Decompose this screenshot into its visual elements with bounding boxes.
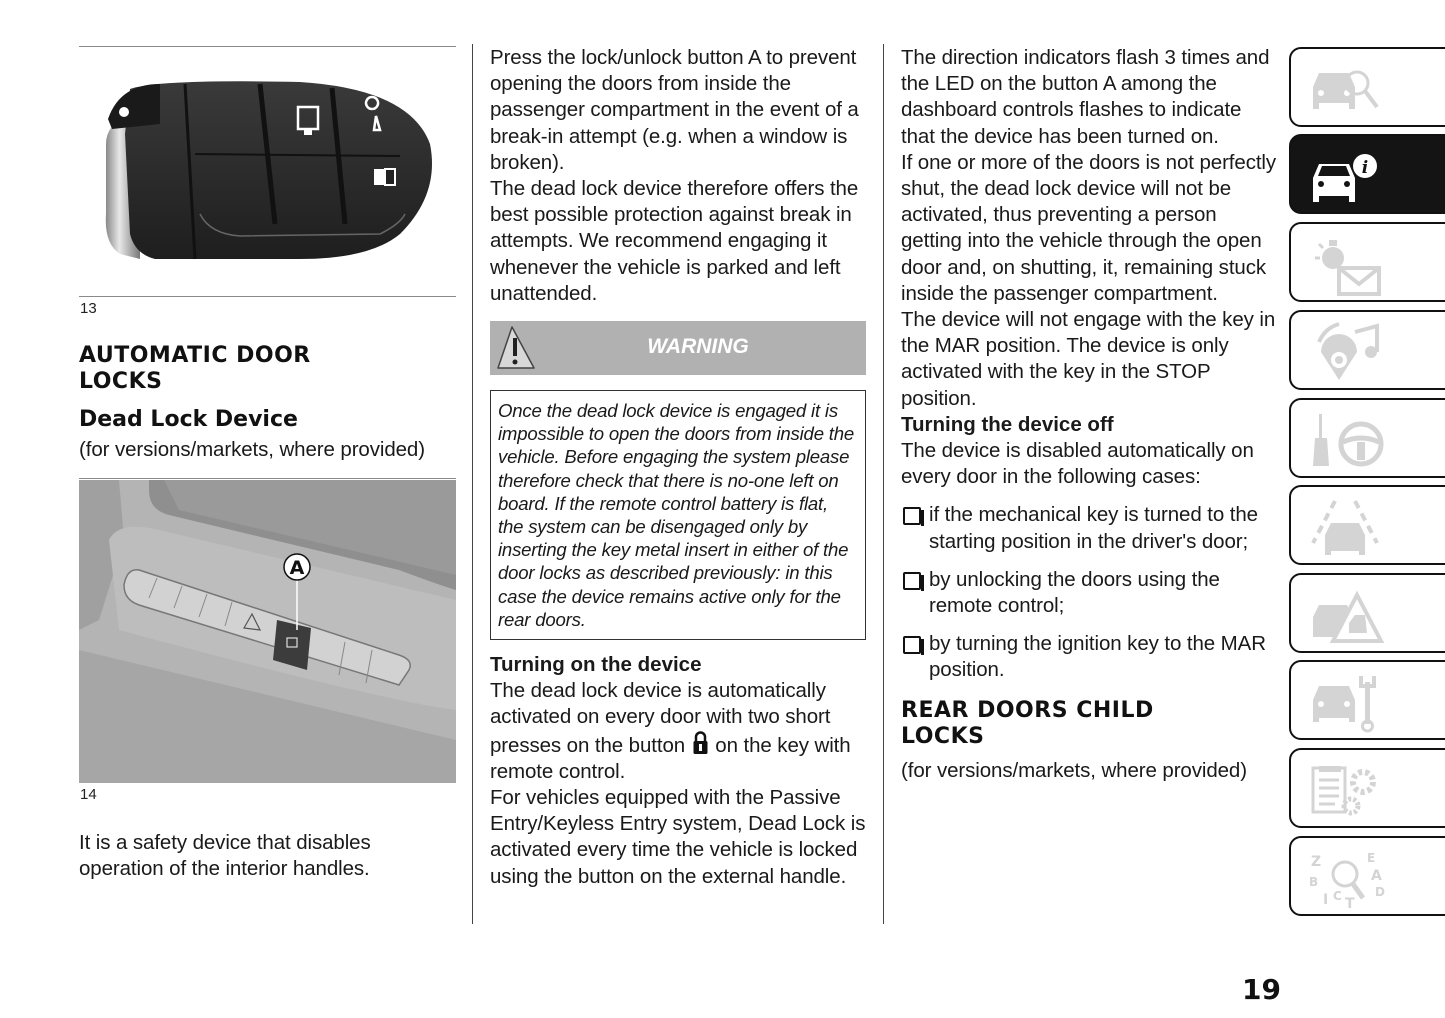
sidebar-tab-index[interactable] bbox=[1289, 836, 1445, 916]
paragraph: The device will not engage with the key in the MAR position. The device is only activated with the key in the STOP position. bbox=[901, 308, 1276, 410]
car-maintenance-icon bbox=[1305, 670, 1385, 734]
sidebar-tab-safety[interactable] bbox=[1289, 485, 1445, 565]
sidebar-tab-warning-lights[interactable] bbox=[1289, 222, 1445, 302]
svg-text:A: A bbox=[289, 557, 305, 579]
svg-text:E: E bbox=[1367, 851, 1376, 865]
section-title: AUTOMATIC DOOR LOCKS bbox=[79, 343, 311, 394]
svg-text:Z: Z bbox=[1311, 854, 1322, 870]
sidebar-tab-emergency[interactable] bbox=[1289, 573, 1445, 653]
figure-top-rule bbox=[79, 478, 456, 479]
car-emergency-icon bbox=[1305, 583, 1385, 647]
figure-13-label: 13 bbox=[80, 300, 97, 317]
list-item: by turning the ignition key to the MAR position. bbox=[901, 631, 1279, 683]
figure-bottom-rule bbox=[79, 296, 456, 297]
warning-text: Once the dead lock device is engaged it is impossible to open the doors from inside the vehicle. Before engaging the system please therefore check that there is no-one left on board. If the remote control battery is flat, the system can be disengaged only by inserting the key metal insert in either of the door locks as described previously: in this case the device remains active only for the rear doors. bbox=[498, 400, 855, 630]
svg-text:T: T bbox=[1345, 896, 1355, 910]
sidebar-tab-maintenance[interactable] bbox=[1289, 660, 1445, 740]
availability-note: (for versions/markets, where provided) bbox=[79, 438, 425, 461]
turning-off-title: Turning the device off bbox=[901, 412, 1114, 436]
key-steering-wheel-icon bbox=[1305, 408, 1385, 472]
turning-off-intro: The device is disabled automatically on every door in the following cases: bbox=[901, 439, 1254, 489]
paragraph: Press the lock/unlock button A to prevent opening the doors from inside the passenger compartment in the event of a break-in attempt (e.g. when a window is broken). bbox=[490, 46, 859, 174]
column-divider bbox=[883, 44, 884, 924]
lane-car-icon bbox=[1305, 495, 1385, 559]
list-item: if the mechanical key is turned to the starting position in the driver's door; bbox=[901, 502, 1279, 554]
turning-on-text: The dead lock device is automatically activated on every door with two short presses on the button bbox=[490, 679, 831, 757]
list-item: by unlocking the doors using the remote control; bbox=[901, 567, 1279, 619]
turning-on-title: Turning on the device bbox=[490, 653, 702, 676]
index-search-icon bbox=[1305, 846, 1385, 910]
svg-text:A: A bbox=[1371, 868, 1382, 884]
checkbox-bullet-icon bbox=[903, 636, 921, 654]
warning-label: WARNING bbox=[647, 335, 749, 358]
column-divider bbox=[472, 44, 473, 924]
warning-box bbox=[490, 390, 866, 640]
key-fob-figure bbox=[100, 74, 440, 264]
page-number: 19 bbox=[1242, 973, 1281, 1006]
checkbox-bullet-icon bbox=[903, 572, 921, 590]
svg-text:i: i bbox=[1361, 158, 1369, 178]
paragraph: The direction indicators flash 3 times and the LED on the button A among the dashboard controls flashes to indicate that the device has been turned on. bbox=[901, 46, 1270, 148]
svg-text:D: D bbox=[1375, 885, 1385, 899]
warning-banner bbox=[490, 321, 866, 375]
car-search-icon bbox=[1305, 57, 1385, 121]
svg-text:B: B bbox=[1309, 875, 1319, 889]
sidebar-tab-car-info[interactable] bbox=[1289, 134, 1445, 214]
turning-on-text: on the key with remote control. bbox=[490, 733, 851, 783]
passive-entry-paragraph: For vehicles equipped with the Passive Entry/Keyless Entry system, Dead Lock is activated every time the vehicle is locked using the button on the external handle. bbox=[490, 786, 866, 888]
dashboard-switch-panel-figure bbox=[79, 480, 456, 783]
turning-on-paragraph bbox=[490, 678, 868, 785]
multimedia-navigation-icon bbox=[1305, 320, 1385, 384]
subsection-title: Dead Lock Device bbox=[79, 407, 298, 432]
specifications-icon bbox=[1305, 758, 1385, 822]
sidebar-tab-technical-data[interactable] bbox=[1289, 748, 1445, 828]
intro-paragraph: It is a safety device that disables operation of the interior handles. bbox=[79, 831, 371, 881]
paragraph: The dead lock device therefore offers the best possible protection against break in attempts. We recommend engaging it whenever the vehicle is parked and left unattended. bbox=[490, 177, 859, 305]
lock-button-icon bbox=[693, 731, 708, 755]
availability-note: (for versions/markets, where provided) bbox=[901, 758, 1247, 782]
sidebar-tab-multimedia[interactable] bbox=[1289, 310, 1445, 390]
paragraph: If one or more of the doors is not perfectly shut, the dead lock device will not be activated, thus preventing a person getting into the vehicle through the open door and, on shutting, it, remaining stuck inside the passenger compartment. bbox=[901, 150, 1277, 305]
figure-14-label: 14 bbox=[80, 786, 97, 803]
sidebar-tab-knowing-your-car[interactable] bbox=[1289, 47, 1445, 127]
car-info-icon bbox=[1305, 144, 1385, 208]
sidebar-tab-starting-driving[interactable] bbox=[1289, 398, 1445, 478]
warning-light-message-icon bbox=[1305, 232, 1385, 296]
checkbox-bullet-icon bbox=[903, 507, 921, 525]
figure-top-rule bbox=[79, 46, 456, 47]
section-title: REAR DOORS CHILD LOCKS bbox=[901, 697, 1154, 749]
svg-text:I: I bbox=[1323, 892, 1329, 908]
svg-text:C: C bbox=[1333, 889, 1342, 903]
